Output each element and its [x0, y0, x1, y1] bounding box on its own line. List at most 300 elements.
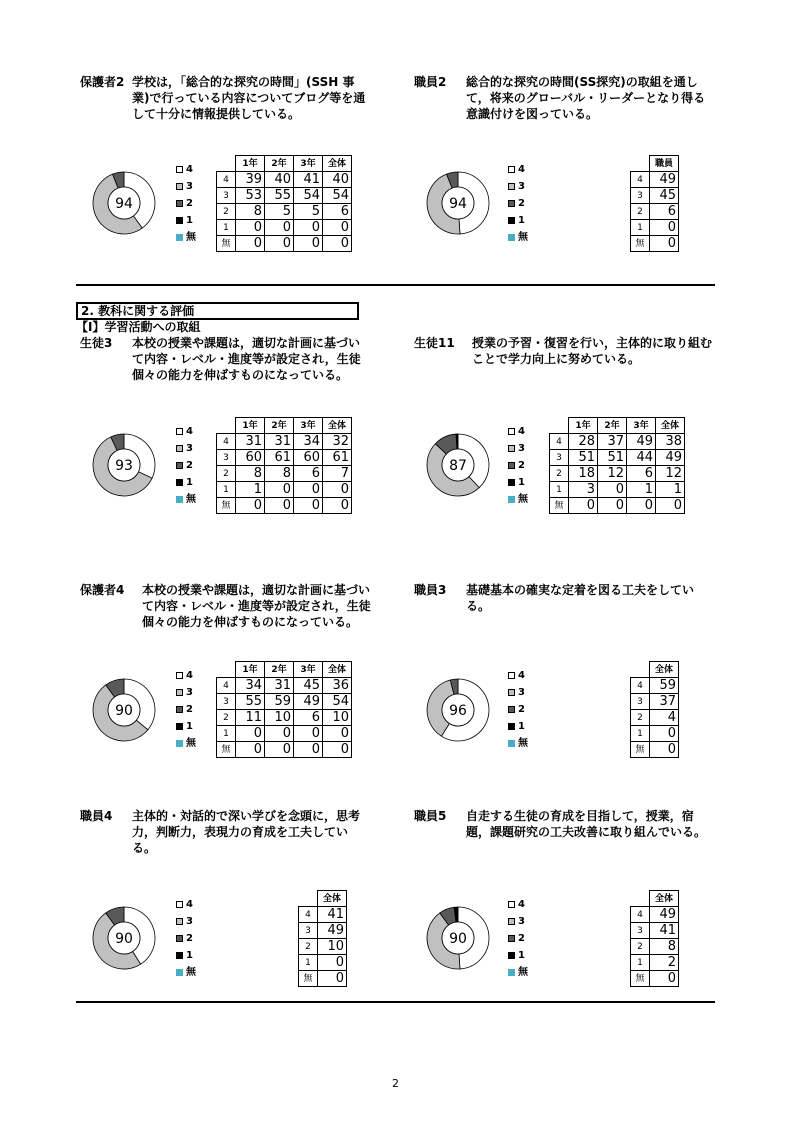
table-row: [631, 726, 679, 742]
legend-item: [508, 423, 528, 440]
table-cell: 0: [318, 971, 347, 987]
table-cell: 37: [650, 694, 679, 710]
legend-swatch: [508, 479, 515, 486]
question-label: 生徒11: [414, 336, 455, 350]
legend-swatch: [508, 706, 515, 713]
table-cell: 49: [650, 172, 679, 188]
donut-svg: [91, 432, 157, 498]
table-cell: 60: [236, 450, 265, 466]
table-cell: 8: [650, 939, 679, 955]
legend-swatch: [508, 723, 515, 730]
legend-label: 無: [186, 738, 196, 749]
table-cell: 0: [569, 498, 598, 514]
row-label: 1: [299, 955, 318, 971]
legend-swatch: [176, 445, 183, 452]
question-label: 職員3: [414, 583, 447, 597]
legend-label: 3: [518, 181, 525, 192]
table-cell: 0: [265, 482, 294, 498]
row-label: 無: [217, 742, 236, 758]
table-cell: 0: [236, 220, 265, 236]
legend-item: [508, 930, 528, 947]
legend-swatch: [508, 166, 515, 173]
legend-item: [508, 701, 528, 718]
row-label: 4: [217, 678, 236, 694]
legend-item: [176, 161, 196, 178]
table-row: [631, 204, 679, 220]
table-cell: 6: [627, 466, 656, 482]
legend-swatch: [508, 935, 515, 942]
question-q5: [80, 582, 371, 629]
legend-item: [176, 701, 196, 718]
table-cell: 0: [236, 236, 265, 252]
table-cell: 18: [569, 466, 598, 482]
table-row: [631, 939, 679, 955]
table-cell: 51: [569, 450, 598, 466]
question-label: 生徒3: [80, 336, 113, 350]
legend-swatch: [508, 496, 515, 503]
legend-item: [508, 684, 528, 701]
legend: [176, 423, 196, 508]
table-cell: 45: [294, 678, 323, 694]
donut-chart-q5: [91, 677, 157, 743]
table-header-cell: 1年: [236, 156, 265, 172]
table-cell: 0: [318, 955, 347, 971]
row-label: 4: [631, 907, 650, 923]
legend-swatch: [176, 952, 183, 959]
table-cell: 0: [598, 482, 627, 498]
table-header-row: [631, 156, 679, 172]
legend-label: 3: [186, 916, 193, 927]
legend-label: 無: [518, 494, 528, 505]
donut-chart-q1: [91, 170, 157, 236]
result-table: [216, 661, 352, 758]
result-table: [216, 155, 352, 252]
table-row: [299, 907, 347, 923]
table-cell: 0: [656, 498, 685, 514]
table-cell: 0: [650, 971, 679, 987]
table-cell: 4: [650, 710, 679, 726]
legend-label: 2: [518, 198, 525, 209]
legend-label: 1: [518, 477, 525, 488]
table-row: [631, 742, 679, 758]
legend-swatch: [508, 445, 515, 452]
table-header-cell: 1年: [236, 662, 265, 678]
table-row: [217, 466, 352, 482]
table-row: [217, 710, 352, 726]
legend-swatch: [176, 183, 183, 190]
table-header-cell: 2年: [598, 418, 627, 434]
table-cell: 0: [627, 498, 656, 514]
row-label: 2: [550, 466, 569, 482]
table-header-cell: 職員: [650, 156, 679, 172]
table-cell: 0: [265, 726, 294, 742]
table-header-cell: 全体: [656, 418, 685, 434]
table-row: [631, 971, 679, 987]
table-corner: [217, 156, 236, 172]
row-label: 2: [217, 466, 236, 482]
table-cell: 54: [294, 188, 323, 204]
legend: [176, 667, 196, 752]
legend-item: [176, 930, 196, 947]
row-label: 3: [631, 923, 650, 939]
table-cell: 41: [650, 923, 679, 939]
legend-label: 3: [186, 181, 193, 192]
legend-label: 3: [518, 687, 525, 698]
table-row: [299, 955, 347, 971]
table-cell: 0: [650, 236, 679, 252]
legend-item: [176, 178, 196, 195]
table-cell: 0: [265, 236, 294, 252]
table-row: [631, 236, 679, 252]
table-cell: 32: [323, 434, 352, 450]
table-header-cell: 3年: [294, 156, 323, 172]
legend-label: 4: [518, 426, 525, 437]
table-row: [217, 482, 352, 498]
table-row: [631, 710, 679, 726]
legend-item: [508, 964, 528, 981]
legend-label: 2: [186, 460, 193, 471]
table-cell: 28: [569, 434, 598, 450]
table-cell: 0: [294, 726, 323, 742]
table-cell: 0: [650, 742, 679, 758]
legend-label: 3: [186, 443, 193, 454]
table-cell: 39: [236, 172, 265, 188]
row-label: 2: [631, 204, 650, 220]
legend-label: 3: [518, 443, 525, 454]
table-cell: 6: [294, 466, 323, 482]
legend-label: 3: [186, 687, 193, 698]
table-header-row: [299, 891, 347, 907]
question-q6: [414, 582, 695, 613]
table-cell: 3: [569, 482, 598, 498]
result-table: [298, 890, 347, 987]
question-label: 保護者2: [80, 75, 125, 89]
legend-label: 2: [518, 933, 525, 944]
legend-item: [508, 896, 528, 913]
row-label: 2: [631, 710, 650, 726]
table-row: [217, 742, 352, 758]
table-cell: 1: [627, 482, 656, 498]
legend-label: 1: [518, 721, 525, 732]
table-cell: 54: [323, 694, 352, 710]
donut-chart-q4: [425, 432, 491, 498]
legend: [508, 423, 528, 508]
table-row: [217, 694, 352, 710]
table-cell: 49: [656, 450, 685, 466]
question-q4: [414, 335, 713, 366]
table-cell: 59: [265, 694, 294, 710]
row-label: 3: [631, 188, 650, 204]
question-text: 学校は，「総合的な探究の時間」(SSH 事業)で行っている内容についてブログ等を通して十分に情報提供している。: [132, 75, 366, 121]
row-label: 無: [631, 971, 650, 987]
row-label: 1: [631, 220, 650, 236]
table-row: [631, 188, 679, 204]
legend-item: [176, 474, 196, 491]
legend-item: [508, 913, 528, 930]
table-row: [631, 694, 679, 710]
row-label: 2: [217, 710, 236, 726]
table-header-cell: 全体: [323, 662, 352, 678]
table-cell: 0: [294, 220, 323, 236]
table-header-cell: 全体: [323, 156, 352, 172]
table-cell: 0: [265, 220, 294, 236]
legend-item: [176, 947, 196, 964]
legend-label: 2: [186, 704, 193, 715]
legend-swatch: [508, 740, 515, 747]
row-label: 無: [217, 236, 236, 252]
question-label: 保護者4: [80, 583, 125, 597]
question-q1: [80, 74, 366, 121]
legend-label: 4: [518, 899, 525, 910]
question-text: 主体的・対話的で深い学びを念頭に，思考力，判断力，表現力の育成を工夫している。: [132, 809, 361, 855]
table-cell: 53: [236, 188, 265, 204]
donut-center-value: 93: [115, 458, 133, 474]
donut-svg: [91, 905, 157, 971]
table-row: [550, 466, 685, 482]
table-cell: 49: [318, 923, 347, 939]
row-label: 4: [631, 678, 650, 694]
question-text: 総合的な探究の時間(SS探究)の取組を通して，将来のグローバル・リーダーとなり得る意識付けを図っている。: [466, 75, 706, 121]
table-cell: 59: [650, 678, 679, 694]
legend-label: 4: [186, 164, 193, 175]
legend-swatch: [176, 706, 183, 713]
table-header-cell: 全体: [323, 418, 352, 434]
legend-label: 無: [186, 232, 196, 243]
legend-item: [176, 684, 196, 701]
table-cell: 38: [656, 434, 685, 450]
donut-svg: [425, 905, 491, 971]
legend-swatch: [176, 672, 183, 679]
table-header-row: [631, 662, 679, 678]
legend-label: 4: [518, 670, 525, 681]
row-label: 3: [550, 450, 569, 466]
row-label: 4: [217, 172, 236, 188]
row-label: 3: [217, 450, 236, 466]
legend-swatch: [176, 462, 183, 469]
table-cell: 55: [265, 188, 294, 204]
legend-label: 2: [186, 198, 193, 209]
row-label: 4: [631, 172, 650, 188]
row-label: 無: [631, 236, 650, 252]
table-row: [550, 498, 685, 514]
legend-item: [508, 947, 528, 964]
table-cell: 31: [265, 678, 294, 694]
row-label: 1: [550, 482, 569, 498]
table-row: [217, 188, 352, 204]
legend-label: 1: [186, 721, 193, 732]
table-cell: 0: [598, 498, 627, 514]
row-label: 3: [217, 694, 236, 710]
table-row: [217, 172, 352, 188]
table-header-cell: 2年: [265, 418, 294, 434]
table-cell: 40: [323, 172, 352, 188]
legend: [508, 667, 528, 752]
table-cell: 45: [650, 188, 679, 204]
table-cell: 31: [236, 434, 265, 450]
legend-label: 4: [518, 164, 525, 175]
table-cell: 37: [598, 434, 627, 450]
legend-item: [508, 667, 528, 684]
page-number: 2: [392, 1077, 399, 1090]
row-label: 2: [299, 939, 318, 955]
table-header-cell: 2年: [265, 156, 294, 172]
table-cell: 55: [236, 694, 265, 710]
legend-label: 無: [518, 738, 528, 749]
question-q3: [80, 335, 361, 382]
table-header-cell: 3年: [294, 662, 323, 678]
legend-item: [508, 178, 528, 195]
legend-item: [508, 229, 528, 246]
table-cell: 49: [294, 694, 323, 710]
legend-label: 2: [518, 460, 525, 471]
table-row: [299, 971, 347, 987]
legend-swatch: [508, 918, 515, 925]
legend-label: 1: [186, 477, 193, 488]
table-header-cell: 全体: [650, 662, 679, 678]
legend-label: 3: [518, 916, 525, 927]
table-row: [631, 907, 679, 923]
table-corner: [631, 891, 650, 907]
question-label: 職員2: [414, 75, 447, 89]
legend-item: [508, 212, 528, 229]
legend-swatch: [508, 428, 515, 435]
table-cell: 0: [236, 726, 265, 742]
legend-label: 4: [186, 426, 193, 437]
table-row: [631, 955, 679, 971]
legend-swatch: [508, 672, 515, 679]
donut-center-value: 94: [115, 196, 133, 212]
table-cell: 0: [323, 726, 352, 742]
table-cell: 8: [236, 204, 265, 220]
row-label: 4: [217, 434, 236, 450]
legend-item: [176, 718, 196, 735]
table-header-cell: 3年: [294, 418, 323, 434]
table-cell: 10: [265, 710, 294, 726]
legend-swatch: [176, 217, 183, 224]
table-corner: [299, 891, 318, 907]
table-row: [217, 236, 352, 252]
legend-swatch: [176, 479, 183, 486]
legend-swatch: [176, 918, 183, 925]
legend-item: [176, 457, 196, 474]
legend: [508, 161, 528, 246]
question-text: 基礎基本の確実な定着を図る工夫をしている。: [466, 583, 695, 613]
table-cell: 0: [650, 220, 679, 236]
donut-chart-q8: [425, 905, 491, 971]
table-cell: 31: [265, 434, 294, 450]
divider-top: [76, 284, 715, 286]
legend-label: 1: [186, 950, 193, 961]
legend-label: 4: [186, 899, 193, 910]
table-cell: 0: [323, 220, 352, 236]
donut-svg: [91, 170, 157, 236]
table-corner: [217, 418, 236, 434]
legend-swatch: [508, 200, 515, 207]
table-cell: 51: [598, 450, 627, 466]
row-label: 2: [217, 204, 236, 220]
legend: [176, 896, 196, 981]
table-cell: 10: [318, 939, 347, 955]
table-cell: 6: [650, 204, 679, 220]
table-row: [217, 678, 352, 694]
donut-chart-q6: [425, 677, 491, 743]
row-label: 無: [299, 971, 318, 987]
legend-item: [176, 491, 196, 508]
table-header-cell: 1年: [569, 418, 598, 434]
question-text: 自走する生徒の育成を目指して，授業，宿題，課題研究の工夫改善に取り組んでいる。: [466, 809, 707, 839]
legend-swatch: [176, 496, 183, 503]
question-q8: [414, 808, 707, 839]
table-cell: 41: [294, 172, 323, 188]
legend-swatch: [176, 234, 183, 241]
legend-swatch: [176, 740, 183, 747]
legend-swatch: [508, 462, 515, 469]
legend-item: [176, 913, 196, 930]
table-row: [217, 434, 352, 450]
table-cell: 0: [294, 498, 323, 514]
row-label: 3: [299, 923, 318, 939]
row-label: 1: [217, 220, 236, 236]
table-cell: 44: [627, 450, 656, 466]
legend-swatch: [176, 935, 183, 942]
legend-swatch: [176, 166, 183, 173]
table-cell: 0: [323, 236, 352, 252]
table-cell: 10: [323, 710, 352, 726]
question-text: 授業の予習・復習を行い，主体的に取り組むことで学力向上に努めている。: [472, 336, 713, 366]
legend-swatch: [176, 969, 183, 976]
donut-center-value: 87: [449, 458, 467, 474]
legend-item: [176, 735, 196, 752]
legend-item: [508, 195, 528, 212]
table-cell: 0: [323, 742, 352, 758]
donut-center-value: 90: [115, 703, 133, 719]
table-cell: 54: [323, 188, 352, 204]
legend-item: [176, 212, 196, 229]
table-cell: 36: [323, 678, 352, 694]
table-cell: 7: [323, 466, 352, 482]
legend-label: 無: [518, 967, 528, 978]
table-header-row: [217, 418, 352, 434]
row-label: 1: [217, 482, 236, 498]
legend-label: 1: [518, 215, 525, 226]
legend-item: [508, 718, 528, 735]
table-row: [550, 450, 685, 466]
table-cell: 1: [236, 482, 265, 498]
table-row: [631, 220, 679, 236]
row-label: 1: [217, 726, 236, 742]
legend-swatch: [508, 217, 515, 224]
table-cell: 5: [265, 204, 294, 220]
donut-chart-q3: [91, 432, 157, 498]
legend-label: 2: [186, 933, 193, 944]
subsection-title: 【Ⅰ】学習活動への取組: [76, 320, 201, 334]
legend-swatch: [176, 901, 183, 908]
legend: [508, 896, 528, 981]
legend-swatch: [508, 969, 515, 976]
legend-item: [176, 440, 196, 457]
table-row: [299, 923, 347, 939]
table-header-row: [217, 156, 352, 172]
legend-swatch: [508, 689, 515, 696]
table-cell: 60: [294, 450, 323, 466]
legend-label: 1: [186, 215, 193, 226]
donut-center-value: 90: [449, 931, 467, 947]
table-cell: 34: [294, 434, 323, 450]
legend-swatch: [176, 428, 183, 435]
table-cell: 6: [294, 710, 323, 726]
donut-svg: [425, 432, 491, 498]
row-label: 2: [631, 939, 650, 955]
